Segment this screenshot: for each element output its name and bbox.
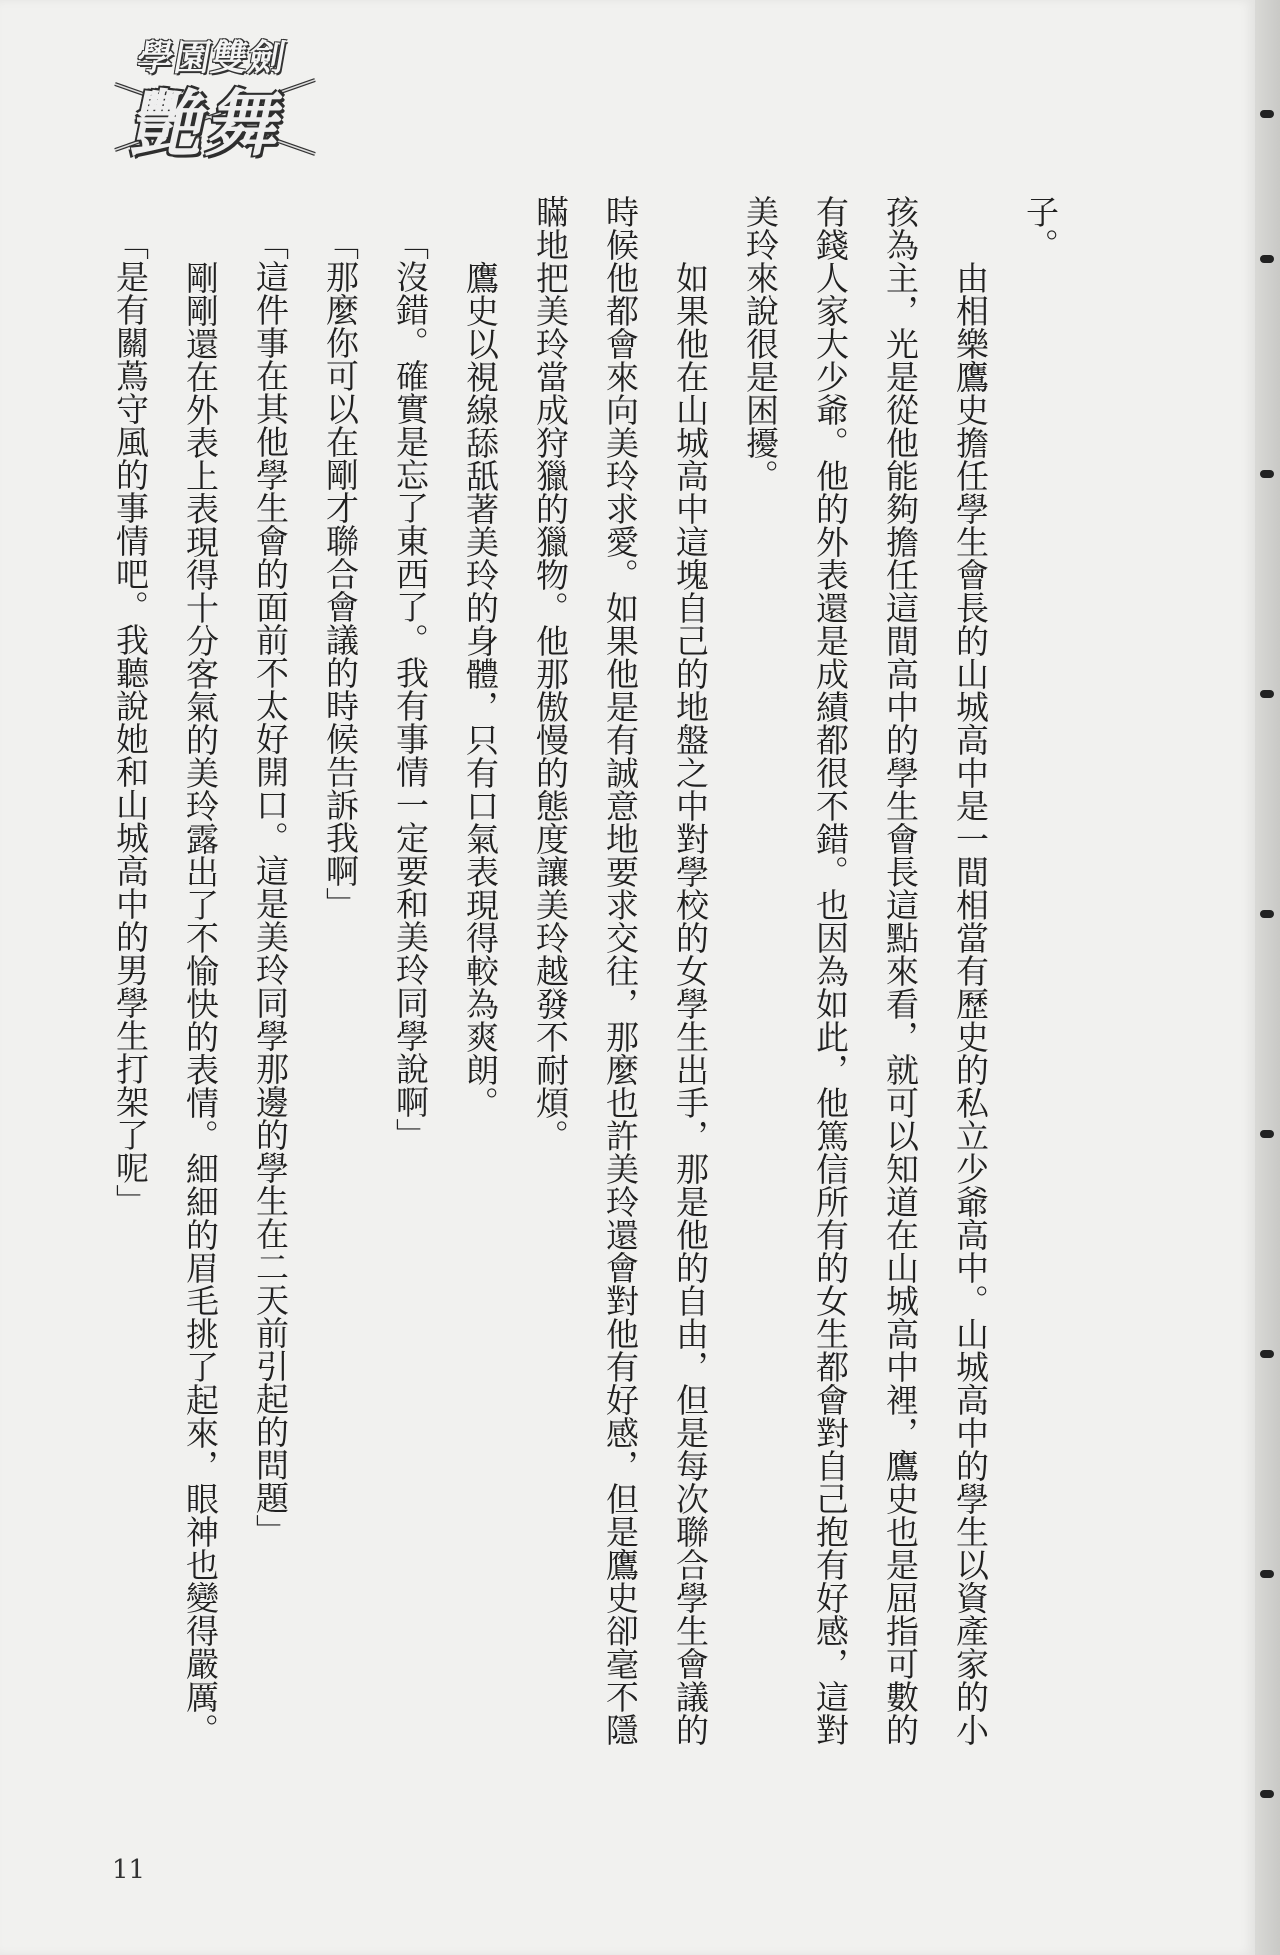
binding-hole <box>1260 1790 1274 1798</box>
dialogue-2: 「那麼你可以在剛才聯合會議的時候告訴我啊」 <box>321 227 360 920</box>
paragraph-1: 子。 <box>1021 195 1060 261</box>
paragraph-5: 剛剛還在外表上表現得十分客氣的美玲露出了不愉快的表情。細細的眉毛挑了起來，眼神也變得嚴厲。 <box>181 261 220 1746</box>
binding-hole <box>1260 255 1274 263</box>
series-title: 學園雙劍 <box>133 37 290 79</box>
binding-hole <box>1260 1130 1274 1138</box>
vertical-text-body <box>95 195 1075 1755</box>
binding-hole <box>1260 1350 1274 1358</box>
binding-edge <box>1255 0 1280 1955</box>
binding-hole <box>1260 470 1274 478</box>
page-number: 11 <box>112 1855 146 1885</box>
paragraph-3: 如果他在山城高中這塊自己的地盤之中對學校的女學生出手，那是他的自由，但是每次聯合學生會議的時候他都會來向美玲求愛。如果他是有誠意地要求交往，那麼也許美玲還會對他有好感，但是鷹史卻毫不隱瞞地把美玲當成狩獵的獵物。他那傲慢的態度讓美玲越發不耐煩。 <box>531 195 710 1746</box>
paragraph-2: 由相樂鷹史擔任學生會長的山城高中是一間相當有歷史的私立少爺高中。山城高中的學生以資產家的小孩為主，光是從他能夠擔任這間高中的學生會長這點來看，就可以知道在山城高中裡，鷹史也是屈指可數的有錢人家大少爺。他的外表還是成績都很不錯。也因為如此，他篤信所有的女生都會對自己抱有好感，這對美玲來說很是困擾。 <box>741 195 990 1746</box>
dialogue-1: 「沒錯。確實是忘了東西了。我有事情一定要和美玲同學說啊」 <box>391 227 430 1151</box>
binding-hole <box>1260 690 1274 698</box>
book-title: 艷舞 <box>125 81 296 166</box>
paragraph-4: 鷹史以視線舔舐著美玲的身體，只有口氣表現得較為爽朗。 <box>461 261 500 1119</box>
binding-hole <box>1260 910 1274 918</box>
dialogue-3: 「這件事在其他學生會的面前不太好開口。這是美玲同學那邊的學生在二天前引起的問題」 <box>251 227 290 1547</box>
book-logo <box>110 30 330 175</box>
binding-hole <box>1260 1570 1274 1578</box>
binding-hole <box>1260 110 1274 118</box>
dialogue-4: 「是有關蔦守風的事情吧。我聽說她和山城高中的男學生打架了呢」 <box>111 227 150 1217</box>
